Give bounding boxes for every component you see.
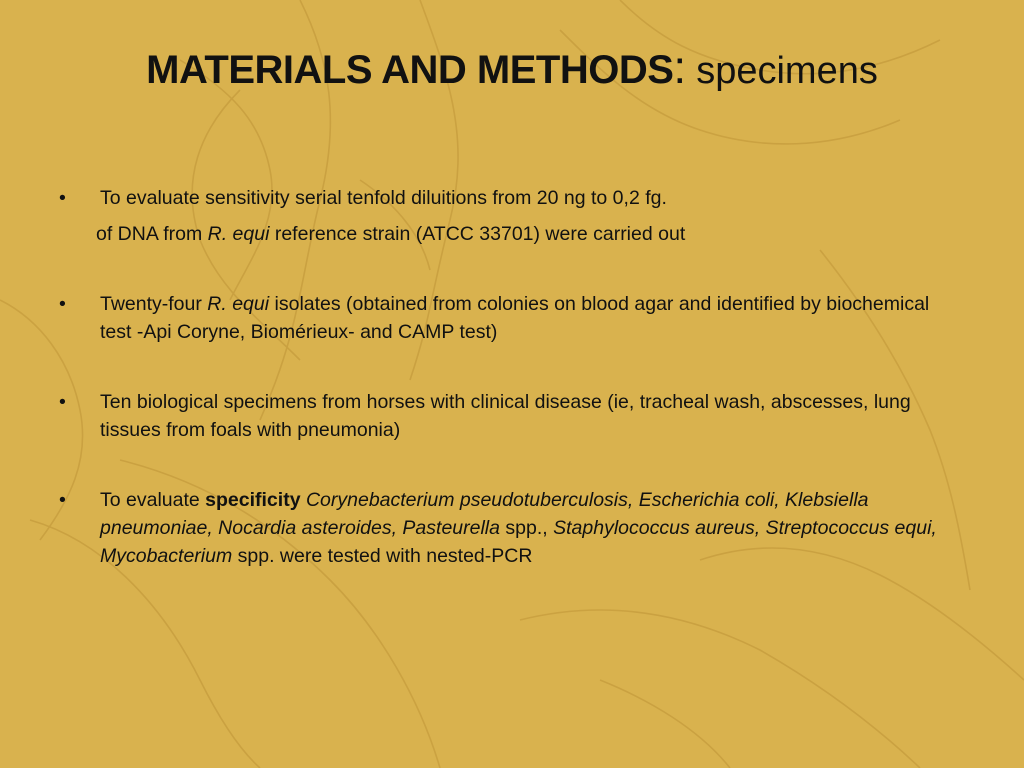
bullet-sensitivity [56, 184, 966, 212]
bullet-sensitivity-continuation [56, 220, 966, 248]
title-colon: : [673, 41, 687, 93]
species-name: R. equi [207, 293, 270, 315]
bullet-isolates [56, 290, 966, 346]
title-main: MATERIALS AND METHODS [146, 48, 674, 92]
bullet-text: Twenty-four [100, 293, 208, 315]
slide-title [0, 40, 1024, 94]
species-list: Staphylococcus aureus, Streptococcus equi, Mycobacterium [100, 517, 937, 567]
bullet-text: To evaluate [100, 489, 206, 511]
bullet-marker: • [59, 391, 66, 413]
bullet-text: To evaluate sensitivity serial tenfold diluitions from 20 ng to 0,2 fg. [100, 187, 667, 209]
bullet-specimens [56, 388, 966, 444]
bullet-text: spp. were tested with nested-PCR [232, 545, 533, 567]
bullet-marker: • [59, 187, 66, 209]
species-list: Corynebacterium pseudotuberculosis, Escherichia coli, Klebsiella pneumoniae, Nocardia asteroides, Pasteurella [100, 489, 869, 539]
bullet-marker: • [59, 489, 66, 511]
continuation-text: of DNA from [96, 223, 208, 245]
bullet-specificity [56, 486, 966, 570]
bullet-text: spp., [500, 517, 554, 539]
continuation-text: reference strain (ATCC 33701) were carried out [269, 223, 686, 245]
bullet-text: isolates (obtained from colonies on blood agar and identified by biochemical test -Api Coryne, Biomérieux- and CAMP test) [100, 293, 930, 343]
emphasis-text: specificity [205, 489, 301, 511]
bullet-marker: • [59, 293, 66, 315]
slide-body [56, 184, 966, 612]
title-subtitle: specimens [696, 50, 878, 92]
bullet-text: Ten biological specimens from horses with clinical disease (ie, tracheal wash, abscesses, lung tissues from foals with pneumonia) [100, 391, 911, 441]
species-name: R. equi [207, 223, 270, 245]
